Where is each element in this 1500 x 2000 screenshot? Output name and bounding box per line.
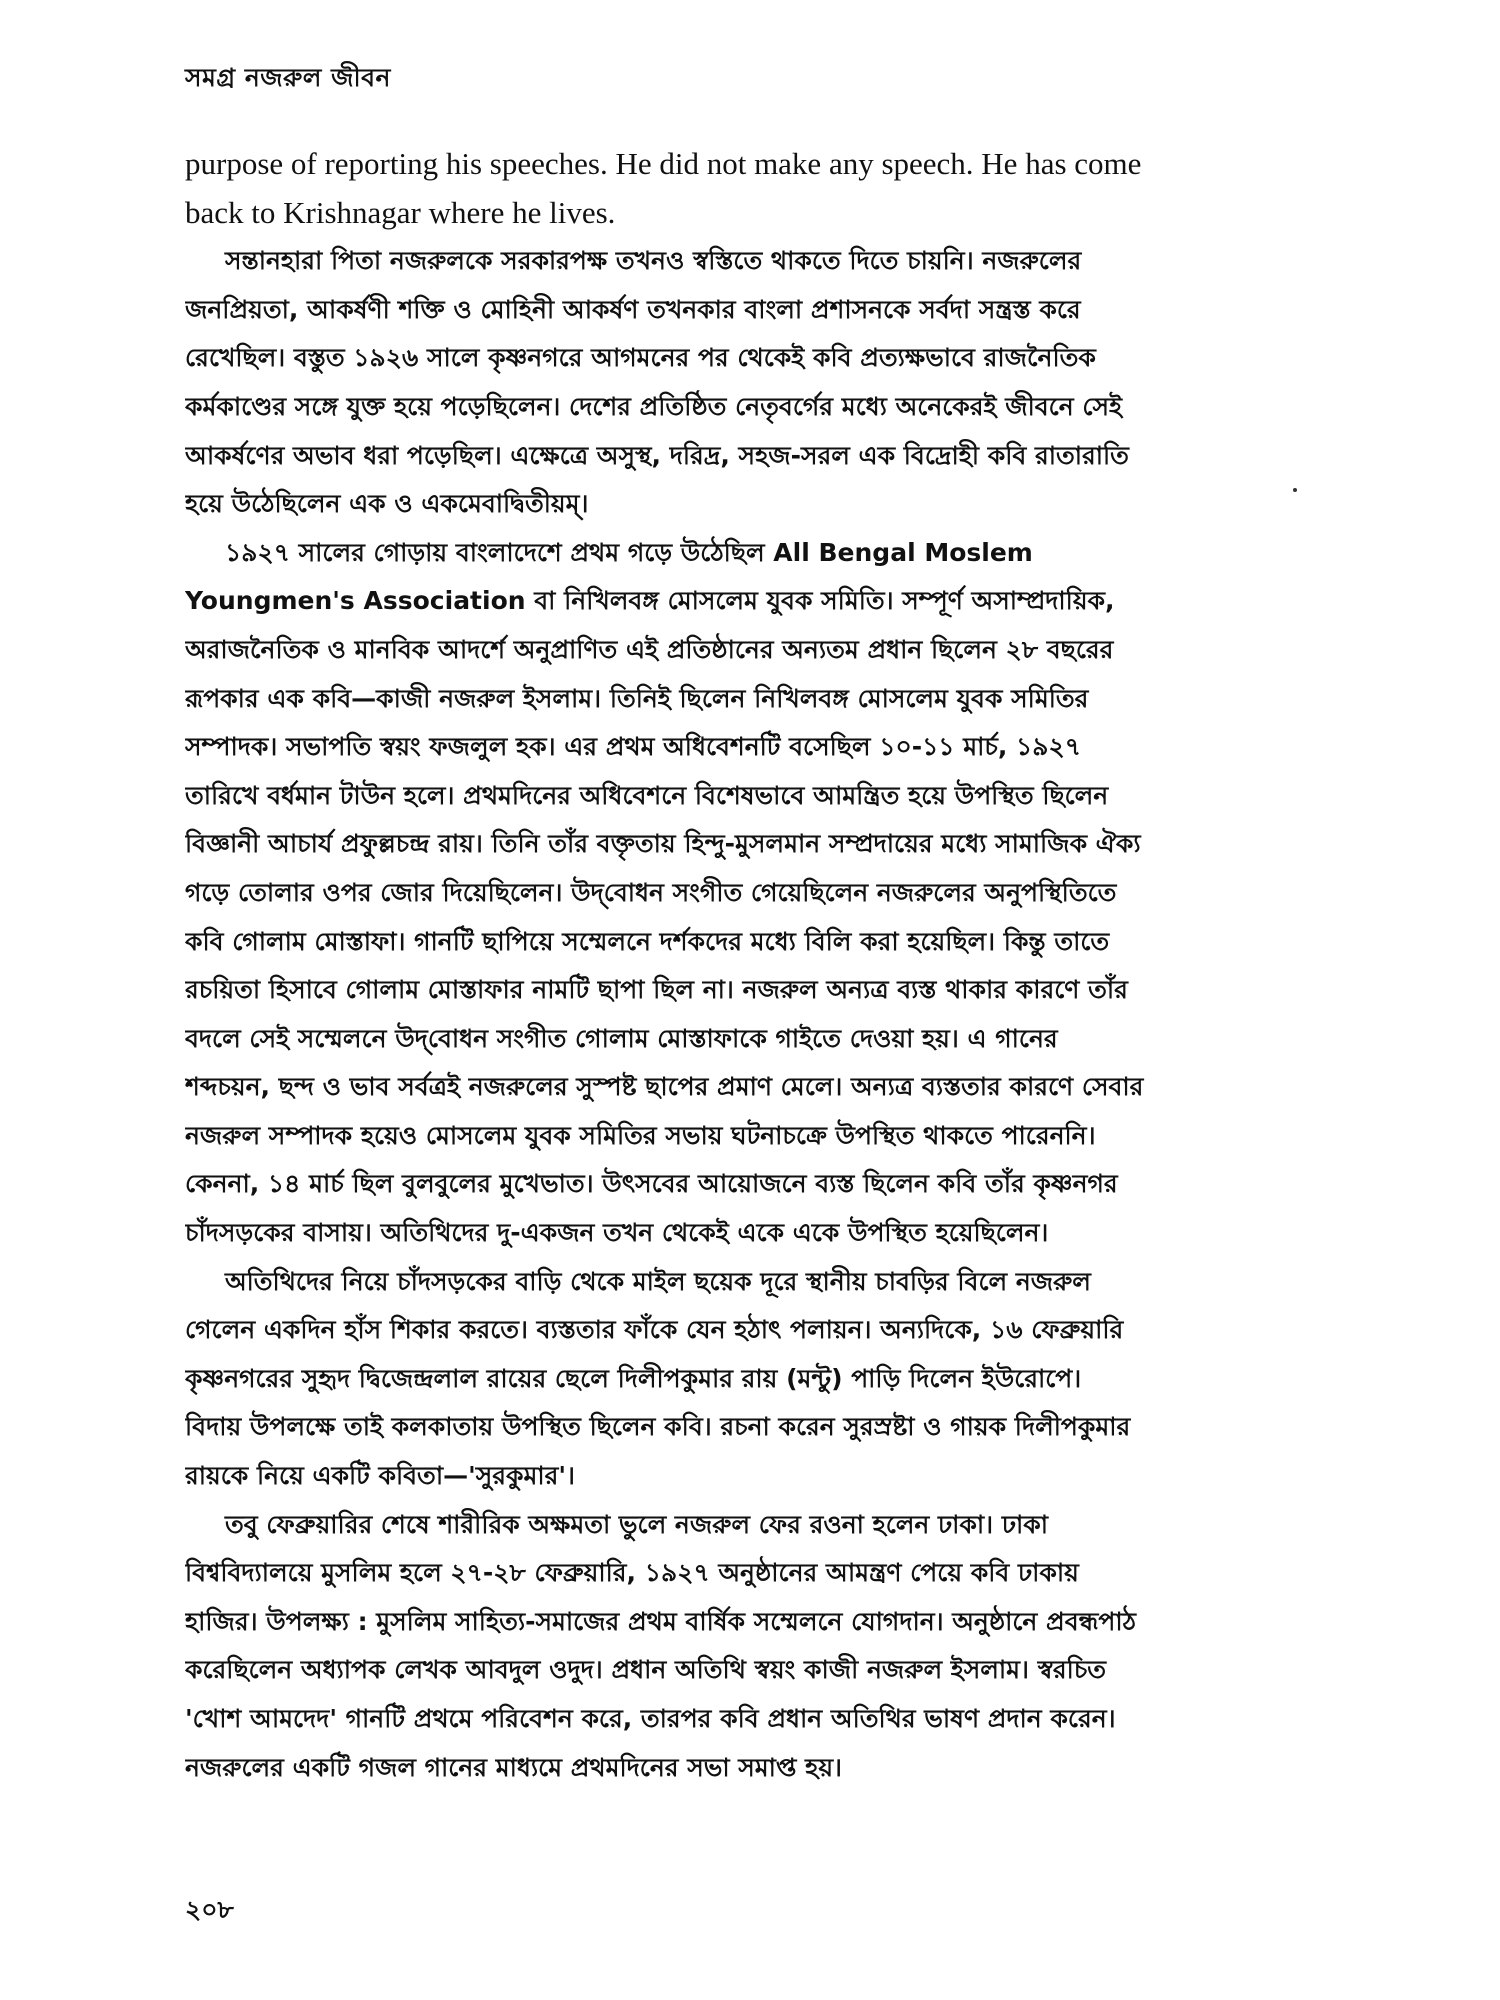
text-line: Youngmen's Association বা নিখিলবঙ্গ মোসলেম যুবক সমিতি। সম্পূর্ণ অসাম্প্রদায়িক, [185,586,1115,616]
print-speck [1293,488,1297,492]
text-line: বিদায় উপলক্ষে তাই কলকাতায় উপস্থিত ছিলেন কবি। রচনা করেন সুরস্রষ্টা ও গায়ক দিলীপকুমার [185,1412,1131,1442]
body-text [185,140,1295,1792]
page-number: ২০৮ [185,1895,234,1924]
text-line: গড়ে তোলার ওপর জোর দিয়েছিলেন। উদ্‌বোধন সংগীত গেয়েছিলেন নজরুলের অনুপস্থিতিতে [185,877,1117,907]
text-line: আকর্ষণের অভাব ধরা পড়েছিল। এক্ষেত্রে অসুস্থ, দরিদ্র, সহজ-সরল এক বিদ্রোহী কবি রাতারাতি [185,440,1129,470]
text-line: তারিখে বর্ধমান টাউন হলে। প্রথমদিনের অধিবেশনে বিশেষভাবে আমন্ত্রিত হয়ে উপস্থিত ছিলেন [185,780,1109,810]
text-line: তবু ফেব্রুয়ারির শেষে শারীরিক অক্ষমতা ভুলে নজরুল ফের রওনা হলেন ঢাকা। ঢাকা [225,1509,1048,1539]
text-line: জনপ্রিয়তা, আকর্ষণী শক্তি ও মোহিনী আকর্ষণ তখনকার বাংলা প্রশাসনকে সর্বদা সন্ত্রস্ত করে [185,294,1081,324]
text-line: ১৯২৭ সালের গোড়ায় বাংলাদেশে প্রথম গড়ে উঠেছিল All Bengal Moslem [225,537,1033,567]
text-line: রেখেছিল। বস্তুত ১৯২৬ সালে কৃষ্ণনগরে আগমনের পর থেকেই কবি প্রত্যক্ষভাবে রাজনৈতিক [185,343,1096,373]
text-line: 'খোশ আমদেদ' গানটি প্রথমে পরিবেশন করে, তারপর কবি প্রধান অতিথির ভাষণ প্রদান করেন। [185,1704,1116,1733]
text-line: রূপকার এক কবি—কাজী নজরুল ইসলাম। তিনিই ছিলেন নিখিলবঙ্গ মোসলেম যুবক সমিতির [185,683,1089,713]
text-line: অরাজনৈতিক ও মানবিক আদর্শে অনুপ্রাণিত এই প্রতিষ্ঠানের অন্যতম প্রধান ছিলেন ২৮ বছরের [185,634,1114,664]
text-line: কবি গোলাম মোস্তাফা। গানটি ছাপিয়ে সম্মেলনে দর্শকদের মধ্যে বিলি করা হয়েছিল। কিন্তু তাতে [185,926,1110,956]
text-line: purpose of reporting his speeches. He did not make any speech. He has come [185,146,1142,181]
text-line: বিশ্ববিদ্যালয়ে মুসলিম হলে ২৭-২৮ ফেব্রুয়ারি, ১৯২৭ অনুষ্ঠানের আমন্ত্রণ পেয়ে কবি ঢাকায় [185,1558,1079,1588]
text-line: রায়কে নিয়ে একটি কবিতা—'সুরকুমার'। [185,1461,575,1491]
text-line: বিজ্ঞানী আচার্য প্রফুল্লচন্দ্র রায়। তিনি তাঁর বক্তৃতায় হিন্দু-মুসলমান সম্প্রদায়ের মধ্যে সামাজিক ঐক্য [185,829,1141,859]
text-line: কেননা, ১৪ মার্চ ছিল বুলবুলের মুখেভাত। উৎসবের আয়োজনে ব্যস্ত ছিলেন কবি তাঁর কৃষ্ণনগর [185,1169,1118,1199]
text-line: নজরুল সম্পাদক হয়েও মোসলেম যুবক সমিতির সভায় ঘটনাচক্রে উপস্থিত থাকতে পারেননি। [185,1120,1096,1150]
text-line: হয়ে উঠেছিলেন এক ও একমেবাদ্বিতীয়ম্। [185,489,589,519]
text-line: কর্মকাণ্ডের সঙ্গে যুক্ত হয়ে পড়েছিলেন। দেশের প্রতিষ্ঠিত নেতৃবর্গের মধ্যে অনেকেরই জীবনে সেই [185,391,1122,421]
text-line: শব্দচয়ন, ছন্দ ও ভাব সর্বত্রই নজরুলের সুস্পষ্ট ছাপের প্রমাণ মেলে। অন্যত্র ব্যস্ততার কারণে সেবার [185,1072,1144,1102]
text-line: সম্পাদক। সভাপতি স্বয়ং ফজলুল হক। এর প্রথম অধিবেশনটি বসেছিল ১০-১১ মার্চ, ১৯২৭ [185,732,1082,762]
text-line: হাজির। উপলক্ষ্য : মুসলিম সাহিত্য-সমাজের প্রথম বার্ষিক সম্মেলনে যোগদান। অনুষ্ঠানে প্রবন্ধপাঠ [185,1606,1137,1636]
text-line: গেলেন একদিন হাঁস শিকার করতে। ব্যস্ততার ফাঁকে যেন হঠাৎ পলায়ন। অন্যদিকে, ১৬ ফেব্রুয়ারি [185,1315,1124,1345]
text-line: back to Krishnagar where he lives. [185,194,616,230]
text-line: নজরুলের একটি গজল গানের মাধ্যমে প্রথমদিনের সভা সমাপ্ত হয়। [185,1752,842,1782]
text-line: সন্তানহারা পিতা নজরুলকে সরকারপক্ষ তখনও স্বস্তিতে থাকতে দিতে চায়নি। নজরুলের [225,246,1082,276]
text-line: অতিথিদের নিয়ে চাঁদসড়কের বাড়ি থেকে মাইল ছয়েক দূরে স্থানীয় চাবড়ির বিলে নজরুল [225,1266,1091,1296]
text-line: করেছিলেন অধ্যাপক লেখক আবদুল ওদুদ। প্রধান অতিথি স্বয়ং কাজী নজরুল ইসলাম। স্বরচিত [185,1655,1107,1685]
text-line: বদলে সেই সম্মেলনে উদ্‌বোধন সংগীত গোলাম মোস্তাফাকে গাইতে দেওয়া হয়। এ গানের [185,1023,1058,1053]
text-line: কৃষ্ণনগরের সুহৃদ দ্বিজেন্দ্রলাল রায়ের ছেলে দিলীপকুমার রায় (মন্টু) পাড়ি দিলেন ইউরোপে। [185,1363,1082,1393]
text-line: রচয়িতা হিসাবে গোলাম মোস্তাফার নামটি ছাপা ছিল না। নজরুল অন্যত্র ব্যস্ত থাকার কারণে তাঁর [185,975,1128,1005]
running-head: সমগ্র নজরুল জীবন [185,63,391,92]
text-line: চাঁদসড়কের বাসায়। অতিথিদের দু-একজন তখন থেকেই একে একে উপস্থিত হয়েছিলেন। [185,1218,1049,1248]
